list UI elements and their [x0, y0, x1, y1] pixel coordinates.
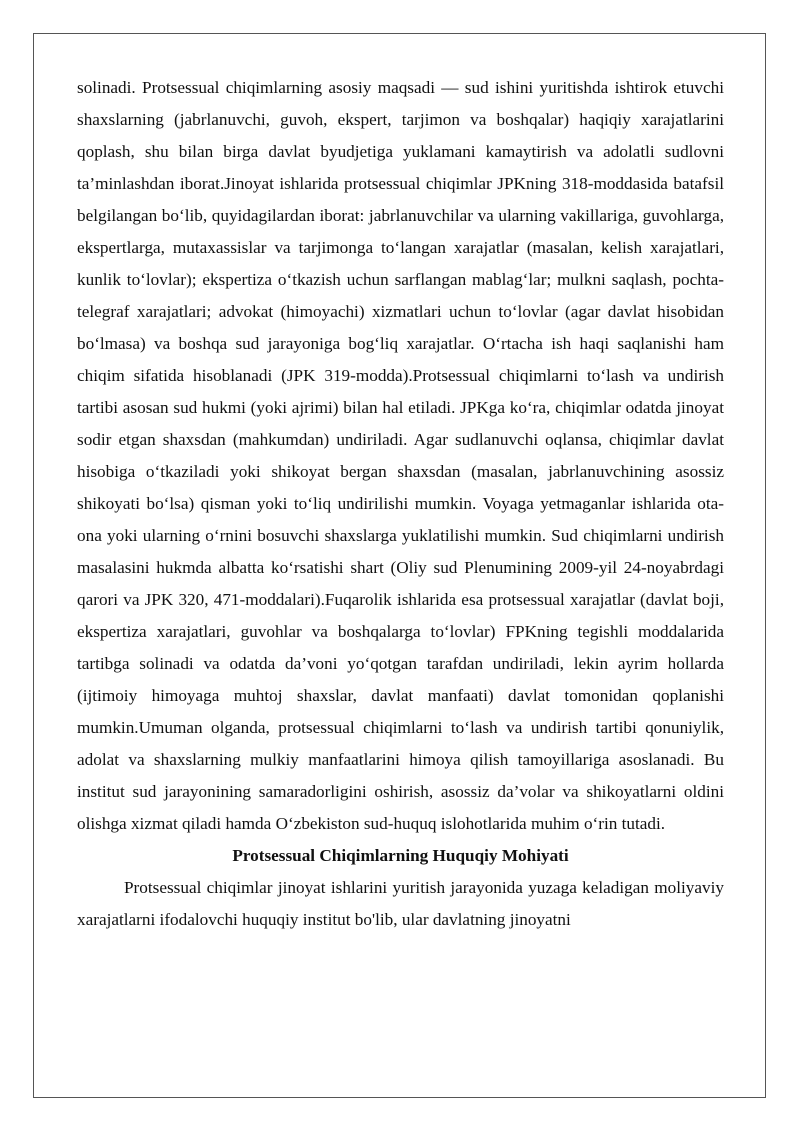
document-body: [77, 72, 724, 936]
section-heading: Protsessual Chiqimlarning Huquqiy Mohiyati: [232, 846, 569, 865]
body-paragraph: solinadi. Protsessual chiqimlarning asosiy maqsadi — sud ishini yuritishda ishtirok etuvchi shaxslarning (jabrlanuvchi, guvoh, ekspert, tarjimon va boshqalar) haqiqiy xarajatlarini qoplash, shu bilan birga davlat byudjetiga yuklamani kamaytirish va adolatli sudlovni ta’minlashdan iborat.Jinoyat ishlarida protsessual chiqimlar JPKning 318-moddasida batafsil belgilangan bo‘lib, quyidagilardan iborat: jabrlanuvchilar va ularning vakillariga, guvohlarga, ekspertlarga, mutaxassislar va tarjimonga to‘langan xarajatlar (masalan, kelish xarajatlari, kunlik to‘lovlar); ekspertiza o‘tkazish uchun sarflangan mablag‘lar; mulkni saqlash, pochta-telegraf xarajatlari; advokat (himoyachi) xizmatlari uchun to‘lovlar (agar davlat hisobidan bo‘lmasa) va boshqa sud jarayoniga bog‘liq xarajatlar. O‘rtacha ish haqi saqlanishi ham chiqim sifatida hisoblanadi (JPK 319-modda).Protsessual chiqimlarni to‘lash va undirish tartibi asosan sud hukmi (yoki ajrimi) bilan hal etiladi. JPKga ko‘ra, chiqimlar odatda jinoyat sodir etgan shaxsdan (mahkumdan) undiriladi. Agar sudlanuvchi oqlansa, chiqimlar davlat hisobiga o‘tkaziladi yoki shikoyat bergan shaxsdan (masalan, jabrlanuvchining asossiz shikoyati bo‘lsa) qisman yoki to‘liq undirilishi mumkin. Voyaga yetmaganlar ishlarida ota-ona yoki ularning o‘rnini bosuvchi shaxslarga yuklatilishi mumkin. Sud chiqimlarni undirish masalasini hukmda albatta ko‘rsatishi shart (Oliy sud Plenumining 2009-yil 24-noyabrdagi qarori va JPK 320, 471-moddalari).Fuqarolik ishlarida esa protsessual xarajatlar (davlat boji, ekspertiza xarajatlari, guvohlar va boshqalarga to‘lovlar) FPKning tegishli moddalarida tartibga solinadi va odatda da’voni yo‘qotgan tarafdan undiriladi, lekin ayrim hollarda (ijtimoiy himoyaga muhtoj shaxslar, davlat manfaati) davlat tomonidan qoplanishi mumkin.Umuman olganda, protsessual chiqimlarni to‘lash va undirish tartibi qonuniylik, adolat va shaxslarning mulkiy manfaatlarini himoya qilish tamoyillariga asoslanadi. Bu institut sud jarayonining samaradorligini oshirish, asossiz da’volar va shikoyatlarni oldini olishga xizmat qiladi hamda O‘zbekiston sud-huquq islohotlarida muhim o‘rin tutadi.: [77, 78, 724, 833]
body-paragraph-continued: Protsessual chiqimlar jinoyat ishlarini yuritish jarayonida yuzaga keladigan moliyaviy xarajatlarni ifodalovchi huquqiy institut bo'lib, ular davlatning jinoyatni: [77, 878, 724, 929]
